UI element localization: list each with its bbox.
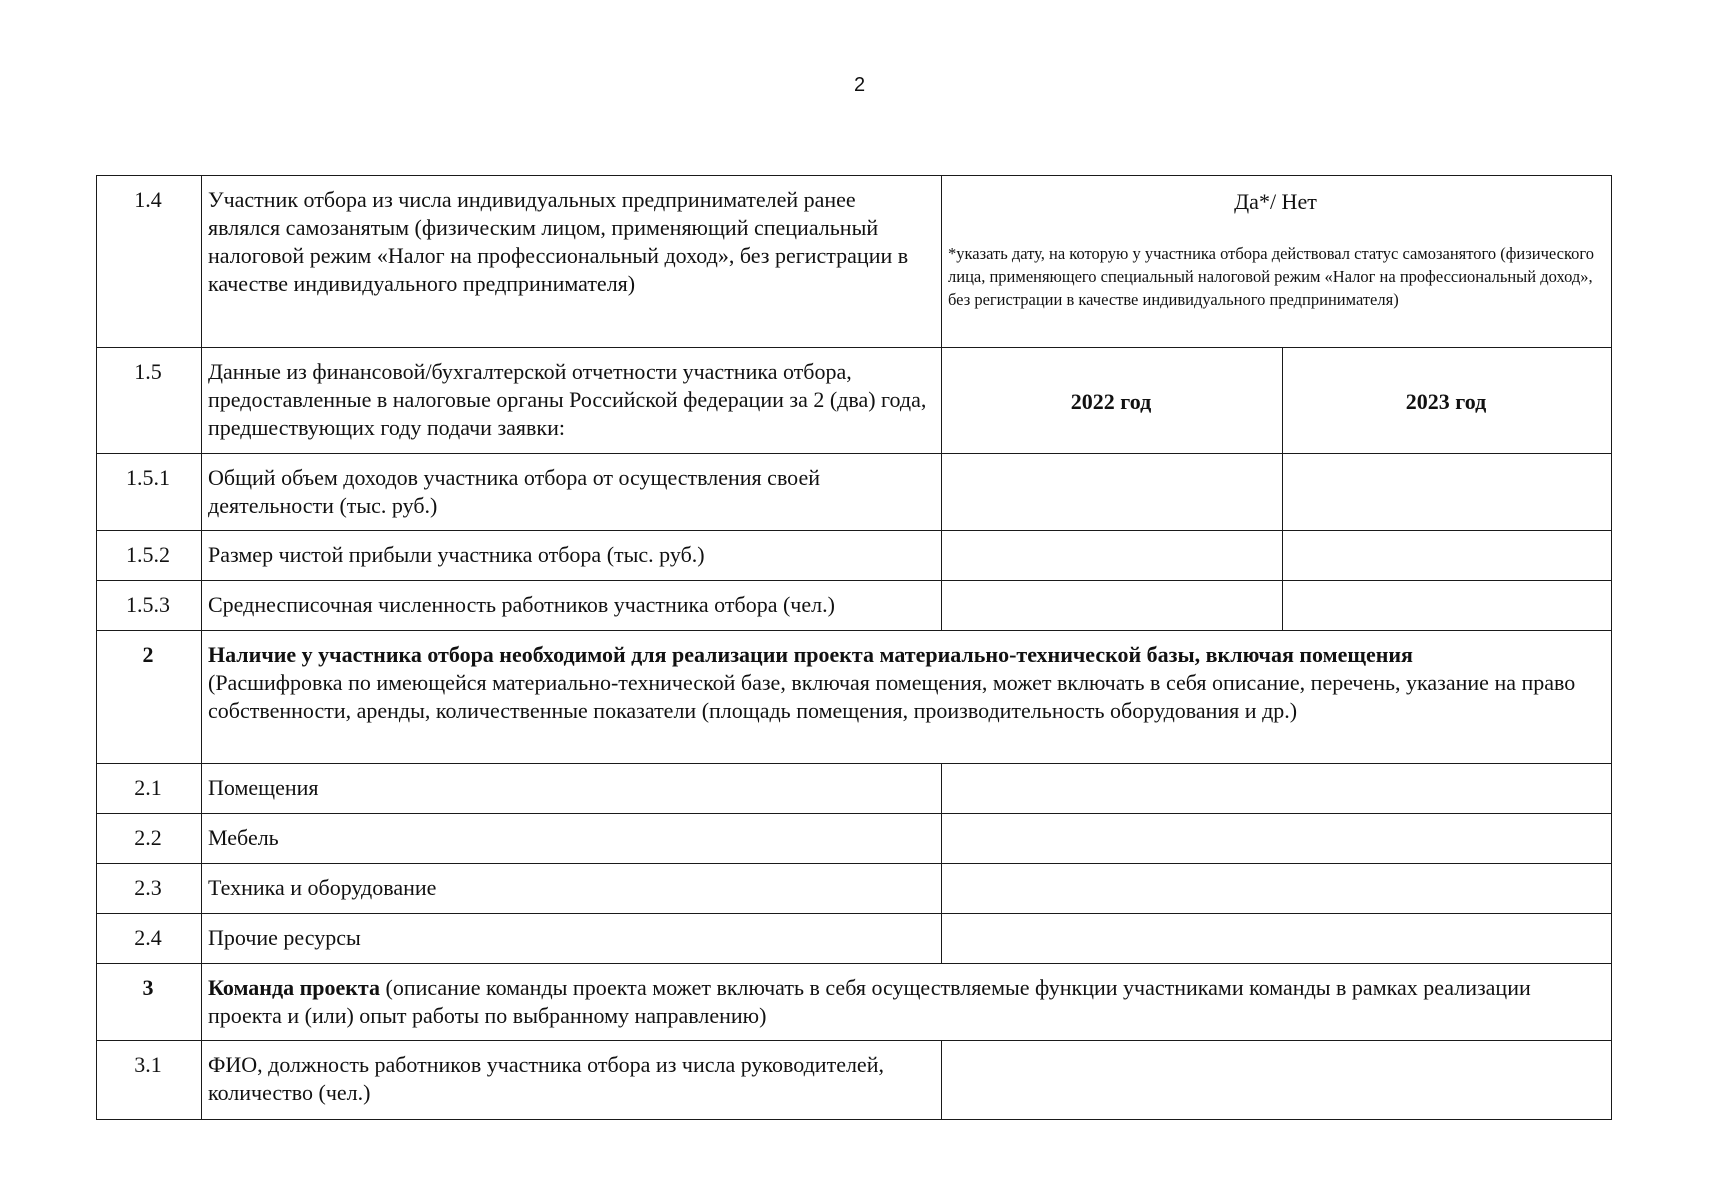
row-number: 2.2 xyxy=(97,814,202,864)
value-cell[interactable] xyxy=(942,864,1612,914)
section-description: (Расшифровка по имеющейся материально-технической базе, включая помещения, может включать в себя описание, перечень, указание на право собственности, аренды, количественные показатели (площадь помещения, производительность оборудования и др.) xyxy=(208,670,1576,724)
row-label: Помещения xyxy=(202,764,942,814)
table-row xyxy=(97,864,1612,914)
value-cell[interactable] xyxy=(942,914,1612,964)
value-cell-2023[interactable] xyxy=(1283,531,1612,581)
row-number: 2.3 xyxy=(97,864,202,914)
page-number: 2 xyxy=(853,74,866,96)
value-cell[interactable] xyxy=(942,764,1612,814)
row-number: 1.5.3 xyxy=(97,581,202,631)
table-row xyxy=(97,914,1612,964)
table-row xyxy=(97,814,1612,864)
answer-cell[interactable] xyxy=(942,176,1612,348)
value-cell-2023[interactable] xyxy=(1283,581,1612,631)
section-title: Наличие у участника отбора необходимой для реализации проекта материально-технической базы, включая помещения xyxy=(208,642,1413,667)
row-number: 1.5.1 xyxy=(97,454,202,531)
value-cell-2022[interactable] xyxy=(942,454,1283,531)
row-number: 1.5 xyxy=(97,348,202,454)
row-number: 2.1 xyxy=(97,764,202,814)
year-header-2023: 2023 год xyxy=(1283,348,1612,454)
row-label: Среднесписочная численность работников участника отбора (чел.) xyxy=(202,581,942,631)
year-header-2022: 2022 год xyxy=(942,348,1283,454)
row-number: 3.1 xyxy=(97,1041,202,1120)
value-cell-2022[interactable] xyxy=(942,531,1283,581)
table-row xyxy=(97,764,1612,814)
row-label: ФИО, должность работников участника отбора из числа руководителей, количество (чел.) xyxy=(202,1041,942,1120)
date-note: *указать дату, на которую у участника отбора действовал статус самозанятого (физического лица, применяющего специальный налоговой режим «Налог на профессиональный доход», без регистрации в качестве индивидуального предпринимателя) xyxy=(948,244,1594,310)
table-row xyxy=(97,581,1612,631)
row-number: 1.5.2 xyxy=(97,531,202,581)
row-number: 1.4 xyxy=(97,176,202,348)
row-label: Техника и оборудование xyxy=(202,864,942,914)
table-row xyxy=(97,964,1612,1041)
row-label: Размер чистой прибыли участника отбора (тыс. руб.) xyxy=(202,531,942,581)
row-label: Мебель xyxy=(202,814,942,864)
table-row xyxy=(97,454,1612,531)
value-cell[interactable] xyxy=(942,814,1612,864)
section-description: (описание команды проекта может включать в себя осуществляемые функции участниками команды в рамках реализации проекта и (или) опыт работы по выбранному направлению) xyxy=(208,975,1531,1029)
table-row xyxy=(97,531,1612,581)
table-row xyxy=(97,176,1612,348)
section-title: Команда проекта xyxy=(208,975,381,1000)
row-label: Участник отбора из числа индивидуальных предпринимателей ранее являлся самозанятым (физическим лицом, применяющий специальный налоговой режим «Налог на профессиональный доход», без регистрации в качестве индивидуального предпринимателя) xyxy=(202,176,942,348)
yes-no-choice: Да*/ Нет xyxy=(1234,189,1317,214)
row-label: Данные из финансовой/бухгалтерской отчетности участника отбора, предоставленные в налоговые органы Российской федерации за 2 (два) года, предшествующих году подачи заявки: xyxy=(202,348,942,454)
section-header xyxy=(202,964,1612,1041)
row-label: Общий объем доходов участника отбора от осуществления своей деятельности (тыс. руб.) xyxy=(202,454,942,531)
row-label: Прочие ресурсы xyxy=(202,914,942,964)
value-cell-2023[interactable] xyxy=(1283,454,1612,531)
application-form-table xyxy=(96,175,1612,1120)
section-header xyxy=(202,631,1612,764)
section-number: 3 xyxy=(97,964,202,1041)
section-number: 2 xyxy=(97,631,202,764)
value-cell[interactable] xyxy=(942,1041,1612,1120)
table-row xyxy=(97,631,1612,764)
value-cell-2022[interactable] xyxy=(942,581,1283,631)
table-row xyxy=(97,1041,1612,1120)
row-number: 2.4 xyxy=(97,914,202,964)
table-row xyxy=(97,348,1612,454)
